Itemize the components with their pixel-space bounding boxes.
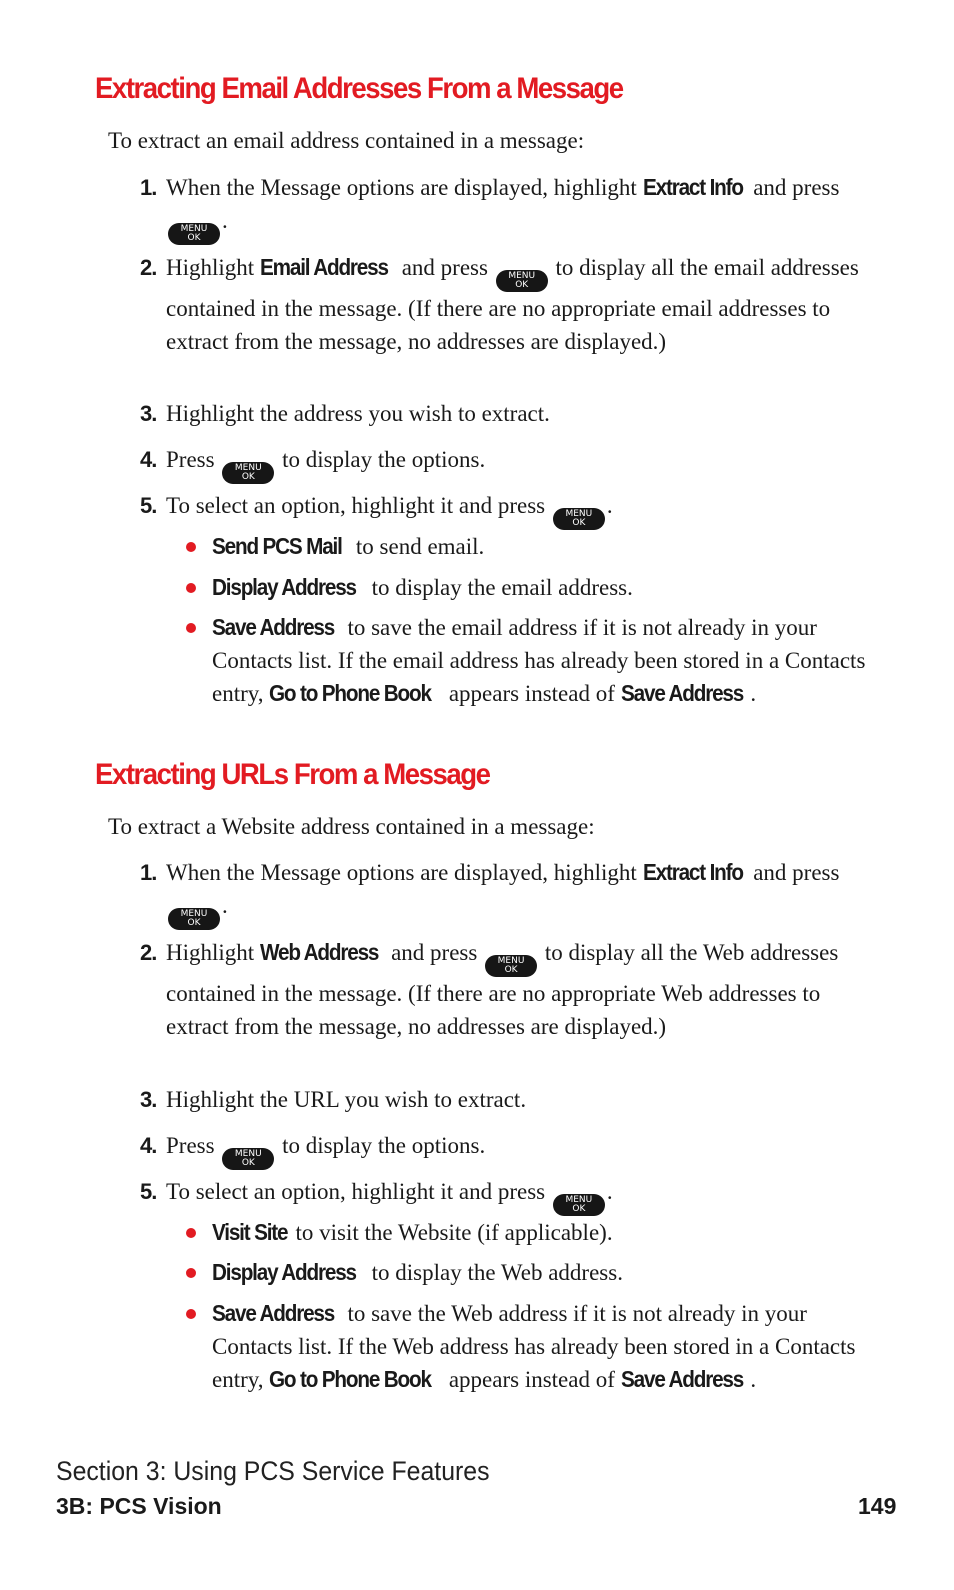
bullet-display-address-email: Display Address to display the email address.	[186, 571, 866, 604]
menu-ok-key-icon: MENU OK	[222, 1148, 274, 1170]
menu-ok-key-icon: MENU OK	[168, 908, 220, 930]
step-4-urls: 4. Press MENU OK to display the options.	[140, 1133, 486, 1168]
bullet-dot-icon	[186, 1268, 196, 1278]
menu-ok-key-icon: MENU OK	[222, 462, 274, 484]
bullet-save-address-email: Save Address to save the email address if it is not already in your Contacts list. If the email address has already been stored in a Contacts entry, Go to Phone Book appears instead of Save Address .	[186, 611, 866, 710]
step-1-urls: 1. When the Message options are displayed, highlight Extract Info and press MENU OK .	[140, 859, 840, 928]
step-4-email: 4. Press MENU OK to display the options.	[140, 447, 486, 482]
bullet-dot-icon	[186, 623, 196, 633]
step-5-urls: 5. To select an option, highlight it and press MENU OK .	[140, 1179, 613, 1214]
section-heading-urls: Extracting URLs From a Message	[95, 758, 490, 791]
bullet-dot-icon	[186, 583, 196, 593]
step-3-urls: 3. Highlight the URL you wish to extract.	[140, 1087, 527, 1112]
step-2-urls: 2. Highlight Web Address and press MENU OK to display all the Web addresses contained in the message. (If there are no appropriate Web addresses to extract from the message, no addresses are displayed.)	[140, 936, 870, 1043]
step-3-email: 3. Highlight the address you wish to extract.	[140, 401, 550, 426]
bullet-visit-site: Visit Site to visit the Website (if applicable).	[186, 1216, 866, 1249]
keyword-extract-info: Extract Info	[642, 174, 743, 200]
menu-ok-key-icon: MENU OK	[553, 1194, 605, 1216]
footer-chapter: 3B: PCS Vision	[56, 1493, 222, 1519]
step-2-email: 2. Highlight Email Address and press MENU OK to display all the email addresses contained in the message. (If there are no appropriate email addresses to extract from the message, no addresses are displayed.)	[140, 251, 870, 358]
menu-ok-key-icon: MENU OK	[168, 223, 220, 245]
step-1-email: 1. When the Message options are displayed, highlight Extract Info and press MENU OK .	[140, 171, 870, 245]
intro-text-urls: To extract a Website address contained in a message:	[108, 814, 595, 839]
keyword-email-address: Email Address	[259, 254, 388, 280]
menu-ok-key-icon: MENU OK	[485, 955, 537, 977]
menu-ok-key-icon: MENU OK	[496, 270, 548, 292]
bullet-save-address-web: Save Address to save the Web address if it is not already in your Contacts list. If the Web address has already been stored in a Contacts entry, Go to Phone Book appears instead of Save Address .	[186, 1297, 866, 1396]
bullet-dot-icon	[186, 1309, 196, 1319]
bullet-send-pcs-mail: Send PCS Mail to send email.	[186, 530, 866, 563]
bullet-dot-icon	[186, 1228, 196, 1238]
bullet-dot-icon	[186, 542, 196, 552]
section-heading-email: Extracting Email Addresses From a Message	[95, 72, 623, 105]
keyword-web-address: Web Address	[259, 939, 379, 965]
intro-text-email: To extract an email address contained in a message:	[108, 128, 585, 153]
step-5-email: 5. To select an option, highlight it and press MENU OK .	[140, 493, 613, 528]
footer-section-title: Section 3: Using PCS Service Features	[56, 1456, 490, 1486]
bullet-display-address-web: Display Address to display the Web address.	[186, 1256, 866, 1289]
page-number: 149	[858, 1493, 897, 1519]
menu-ok-key-icon: MENU OK	[553, 508, 605, 530]
